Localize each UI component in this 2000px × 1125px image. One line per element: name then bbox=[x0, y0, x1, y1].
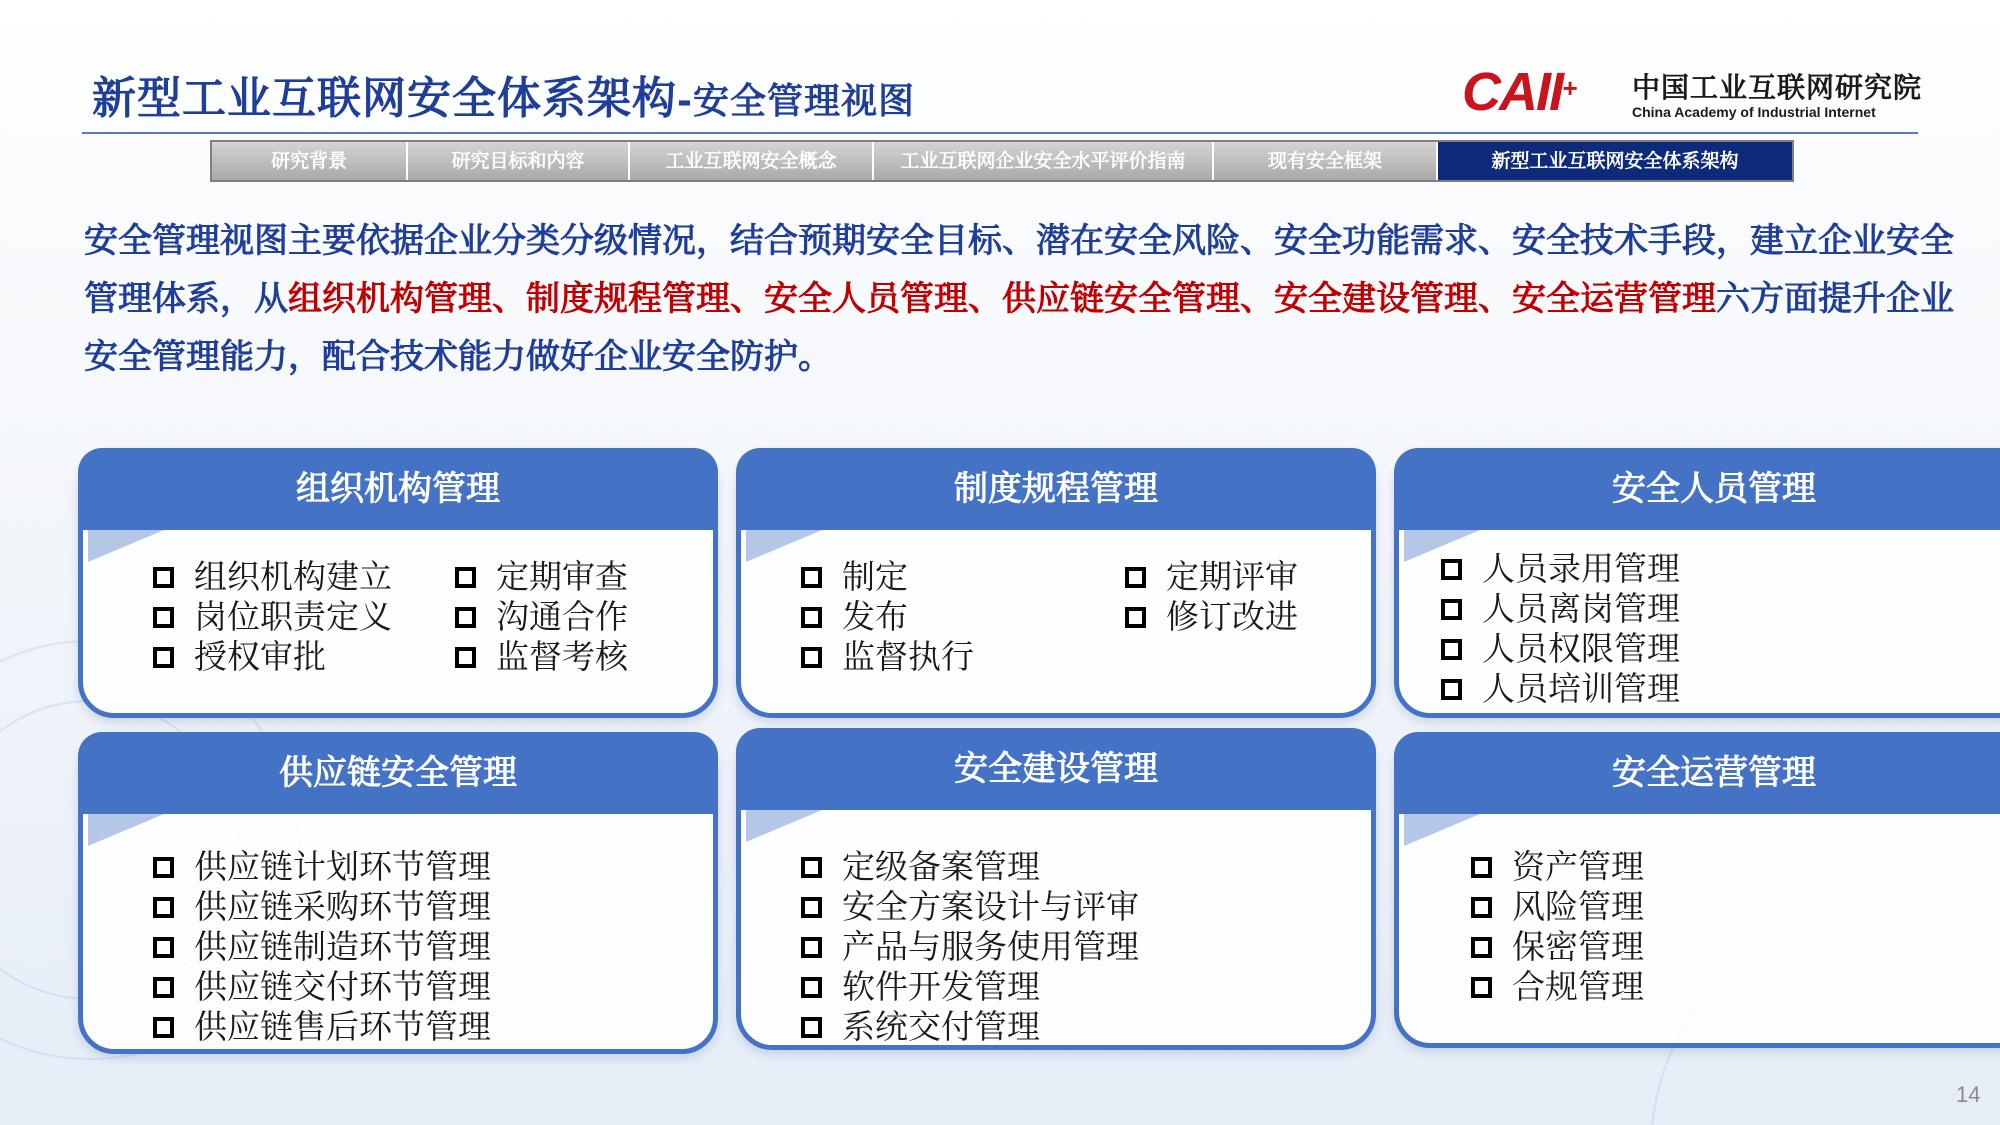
list-item: 监督考核 bbox=[455, 637, 628, 677]
list-item: 软件开发管理 bbox=[801, 967, 1139, 1007]
intro-highlight: 组织机构管理、制度规程管理、安全人员管理、供应链安全管理、安全建设管理、安全运营管理 bbox=[288, 279, 1716, 319]
list-item: 供应链交付环节管理 bbox=[153, 967, 491, 1007]
card-items-col1 bbox=[1471, 847, 1644, 1007]
checkbox-icon bbox=[801, 897, 822, 918]
card-title: 制度规程管理 bbox=[736, 448, 1376, 530]
list-item: 人员离岗管理 bbox=[1441, 589, 1680, 629]
tab-new-architecture[interactable]: 新型工业互联网安全体系架构 bbox=[1438, 142, 1792, 180]
list-item: 人员录用管理 bbox=[1441, 549, 1680, 589]
list-item: 供应链计划环节管理 bbox=[153, 847, 491, 887]
card-items-col1 bbox=[153, 557, 392, 677]
checkbox-icon bbox=[1441, 599, 1462, 620]
checkbox-icon bbox=[1441, 559, 1462, 580]
list-item: 定期审查 bbox=[455, 557, 628, 597]
page-title bbox=[92, 62, 915, 126]
checkbox-icon bbox=[1471, 937, 1492, 958]
card-construction-management bbox=[736, 728, 1376, 1050]
logo-mark: CAII+ bbox=[1462, 62, 1576, 122]
logo-chinese-name: 中国工业互联网研究院 bbox=[1632, 71, 1923, 104]
list-item: 监督执行 bbox=[801, 637, 974, 677]
list-item: 人员权限管理 bbox=[1441, 629, 1680, 669]
list-item: 组织机构建立 bbox=[153, 557, 392, 597]
tab-research-goals[interactable]: 研究目标和内容 bbox=[408, 142, 630, 180]
intro-text-end: 六方面提升企业安全管理能力，配合技术能力做好企业安全防护。 bbox=[84, 279, 1954, 377]
list-item: 沟通合作 bbox=[455, 597, 628, 637]
checkbox-icon bbox=[153, 647, 174, 668]
checkbox-icon bbox=[1471, 977, 1492, 998]
card-items-col1 bbox=[801, 557, 974, 677]
checkbox-icon bbox=[153, 1017, 174, 1038]
card-items-col2 bbox=[1125, 557, 1298, 637]
list-item: 资产管理 bbox=[1471, 847, 1644, 887]
checkbox-icon bbox=[801, 937, 822, 958]
page-number: 14 bbox=[1956, 1082, 1981, 1107]
card-title: 组织机构管理 bbox=[78, 448, 718, 530]
title-divider bbox=[82, 132, 1918, 134]
card-title: 安全建设管理 bbox=[736, 728, 1376, 810]
list-item: 发布 bbox=[801, 597, 974, 637]
card-personnel-management bbox=[1394, 448, 2000, 718]
list-item: 定期评审 bbox=[1125, 557, 1298, 597]
checkbox-icon bbox=[1441, 639, 1462, 660]
checkbox-icon bbox=[801, 857, 822, 878]
checkbox-icon bbox=[455, 647, 476, 668]
list-item: 授权审批 bbox=[153, 637, 392, 677]
tab-existing-frameworks[interactable]: 现有安全框架 bbox=[1214, 142, 1438, 180]
checkbox-icon bbox=[153, 857, 174, 878]
page-title-main: 新型工业互联网安全体系架构 bbox=[92, 73, 677, 124]
checkbox-icon bbox=[153, 897, 174, 918]
checkbox-icon bbox=[1441, 679, 1462, 700]
intro-paragraph bbox=[84, 212, 1954, 386]
list-item: 系统交付管理 bbox=[801, 1007, 1139, 1047]
list-item: 供应链制造环节管理 bbox=[153, 927, 491, 967]
list-item: 岗位职责定义 bbox=[153, 597, 392, 637]
card-items-col1 bbox=[153, 847, 491, 1047]
card-supply-chain-management bbox=[78, 732, 718, 1054]
list-item: 供应链采购环节管理 bbox=[153, 887, 491, 927]
list-item: 定级备案管理 bbox=[801, 847, 1139, 887]
tab-evaluation-guide[interactable]: 工业互联网企业安全水平评价指南 bbox=[874, 142, 1214, 180]
card-items-col1 bbox=[1441, 549, 1680, 709]
list-item: 安全方案设计与评审 bbox=[801, 887, 1139, 927]
checkbox-icon bbox=[153, 567, 174, 588]
checkbox-icon bbox=[153, 607, 174, 628]
checkbox-icon bbox=[455, 567, 476, 588]
checkbox-icon bbox=[1471, 857, 1492, 878]
checkbox-icon bbox=[1471, 897, 1492, 918]
tab-research-background[interactable]: 研究背景 bbox=[212, 142, 408, 180]
card-title: 安全人员管理 bbox=[1394, 448, 2000, 530]
card-items-col1 bbox=[801, 847, 1139, 1047]
checkbox-icon bbox=[801, 977, 822, 998]
card-items-col2 bbox=[455, 557, 628, 677]
checkbox-icon bbox=[1125, 607, 1146, 628]
checkbox-icon bbox=[1125, 567, 1146, 588]
caii-logo bbox=[1462, 62, 1922, 122]
card-title: 供应链安全管理 bbox=[78, 732, 718, 814]
card-title: 安全运营管理 bbox=[1394, 732, 2000, 814]
card-operations-management bbox=[1394, 732, 2000, 1048]
list-item: 人员培训管理 bbox=[1441, 669, 1680, 709]
page-title-sub: -安全管理视图 bbox=[677, 81, 915, 122]
list-item: 制定 bbox=[801, 557, 974, 597]
card-regulation-management bbox=[736, 448, 1376, 718]
card-organization-management bbox=[78, 448, 718, 718]
list-item: 供应链售后环节管理 bbox=[153, 1007, 491, 1047]
intro-text: 安全管理视图主要依据企业分类分级情况，结合预期安全目标、潜在安全风险、安全功能需求、安全技术手段，建立企业安全管理体系，从 bbox=[84, 221, 1954, 319]
tab-security-concept[interactable]: 工业互联网安全概念 bbox=[630, 142, 874, 180]
checkbox-icon bbox=[455, 607, 476, 628]
checkbox-icon bbox=[801, 607, 822, 628]
checkbox-icon bbox=[801, 567, 822, 588]
checkbox-icon bbox=[801, 647, 822, 668]
list-item: 产品与服务使用管理 bbox=[801, 927, 1139, 967]
checkbox-icon bbox=[153, 977, 174, 998]
logo-english-name: China Academy of Industrial Internet bbox=[1632, 104, 1876, 120]
section-nav bbox=[210, 140, 1794, 182]
list-item: 风险管理 bbox=[1471, 887, 1644, 927]
list-item: 合规管理 bbox=[1471, 967, 1644, 1007]
checkbox-icon bbox=[801, 1017, 822, 1038]
list-item: 修订改进 bbox=[1125, 597, 1298, 637]
checkbox-icon bbox=[153, 937, 174, 958]
list-item: 保密管理 bbox=[1471, 927, 1644, 967]
